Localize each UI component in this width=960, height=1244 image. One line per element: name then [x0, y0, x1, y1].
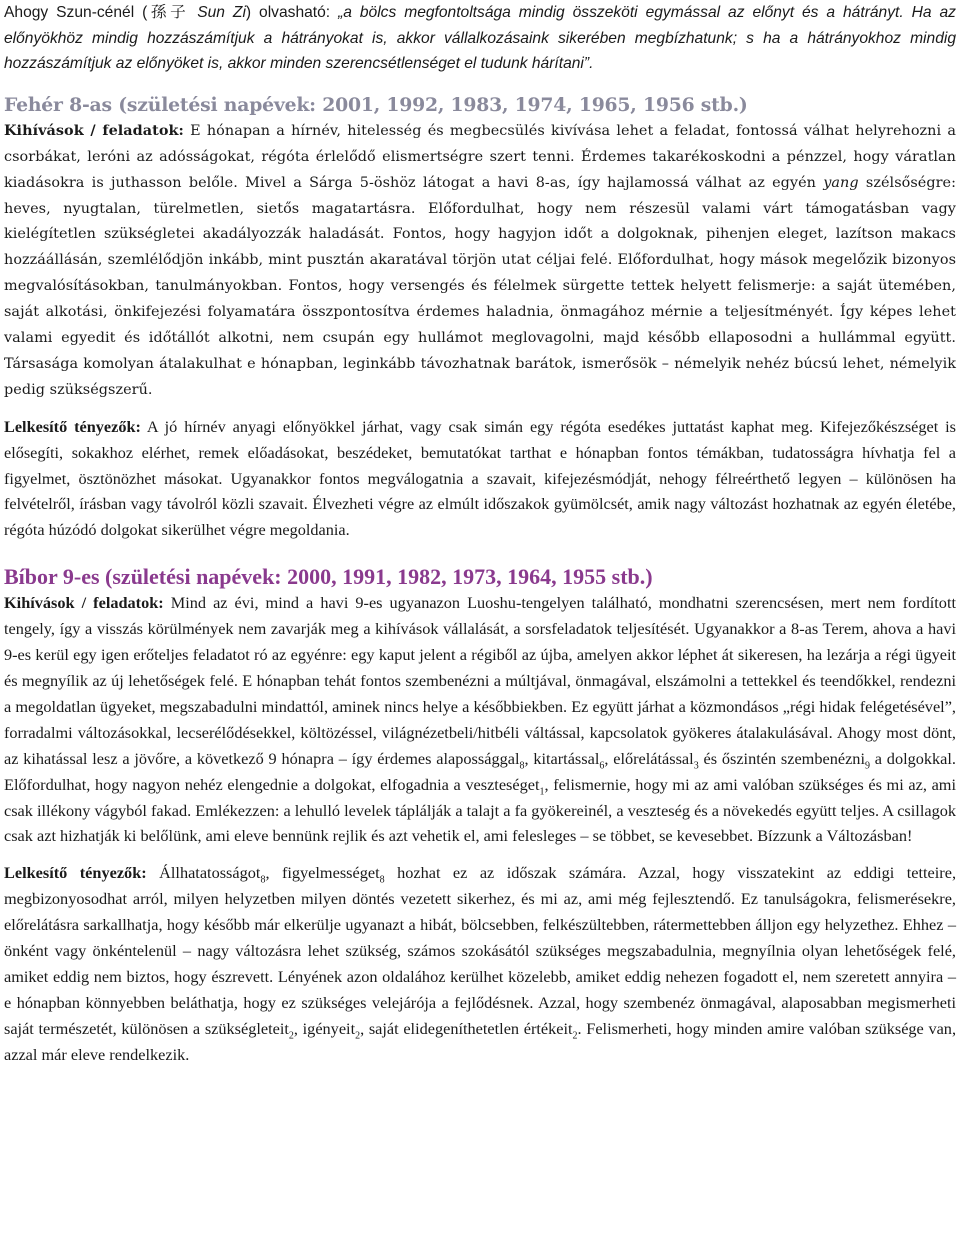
section-8-challenges-text-b: szélsőségre: heves, nyugtalan, türelmetlen, sietős magatartásra. Előfordulhat, hogy nem részesül valami várt támogatásban vagy kielégítetlen szükségletei akadályozzák haladását. Fontos, hogy hagyjon időt a dolgoknak, pihenjen eleget, lazítson makacs hozzáállásán, szemlélődjön inkább, mint pusztán akaratával törjön utat céljai felé. Előfordulhat, hogy mások megelőzik bizonyos megvalósításokban, tanulmányokban. Fontos, hogy versengés és félelmek sürgette tettek helyett felismerje: a saját ütemében, saját alkotási, önkifejezési folyamatára összpontosítva érdemes haladnia, önmagához mérnie a teljesítményét. Így képes lehet valami egyedit és időtállót alkotni, nem csupán egy hullámot meglovagolni, majd később ellaposodni a hullámmal együtt. Társasága komolyan átalakulhat e hónapban, leginkább távozhatnak barátok, ismerősök – némelyik nehéz búcsú lehet, némelyik pedig szükségszerű.	[4, 174, 956, 398]
section-8-challenges-paragraph	[4, 118, 956, 404]
section-9-inspiring-text-f: . Felismerheti, hogy minden amire valóban szüksége van, azzal már eleve rendelkezik.	[4, 1018, 957, 1064]
subscript-number: 8	[519, 759, 525, 771]
section-9-challenges-text-c: , előrelátással	[604, 748, 694, 768]
section-9-inspiring-text-c: hozhat ez az időszak számára. Azzal, hogy visszatekint az eddigi tetteire, megbizonyosodhat arról, milyen helyzetben milyen döntés vezetett sikerhez, és mi az, ami még fejlesztendő. Ez tanulságokra, felismerésekre, előrelátásra sarkallhatja, hogy később már elkerülje ugyanazt a hibát, bölcsebben, felkészültebben, rátermettebben álljon egy helyzethez. Ehhez – önként vagy önkéntelenül – nagy változásra lehet szükség, számos szokásától szükséges megszabadulnia, megnyílnia olyan lehetőségek felé, amiket eddig nem biztos, hogy észrevett. Lényének azon oldalához kerülhet közelebb, amiket eddig nehezen fogadott el, nem szeretett annyira – e hónapban könnyebben beláthatja, hogy ez szükséges velejárója a fejlődésnek. Azzal, hogy szembenéz önmagával, alaposabban megismerheti saját természetét, különösen a szükségleteit	[4, 863, 957, 1038]
section-8-challenges-text-a: E hónapan a hírnév, hitelesség és megbecsülés kivívása lehet a feladat, fontossá válhat helyrehozni a csorbákat, leróni az adósságokat, régóta érlelődő elismertségre szert tenni. Érdemes takarékoskodni a pénzzel, hogy váratlan kiadásokra is juthasson belőle. Mivel a Sárga 5-öshöz látogat a havi 8-as, így hajlamossá válhat az egyén	[4, 122, 956, 191]
subscript-number: 9	[864, 759, 870, 771]
section-9-challenges-text-d: és őszintén szembenézni	[698, 748, 865, 768]
section-9-inspiring-text-a: Állhatatosságot	[146, 863, 261, 883]
subscript-number: 6	[599, 759, 605, 771]
section-8-inspiring-label: Lelkesítő tényezők:	[4, 417, 141, 436]
section-9-challenges-text-a: Mind az évi, mind a havi 9-es ugyanazon Luoshu-tengelyen található, mondhatni szerencsésen, mert nem fordított tengely, így a visszás körülmények nem zavarják meg a kihívások vállalását, a sorsfeladatok teljesítését. Ugyanakkor a 8-as Terem, ahova a havi 9-es kerül egy igen erőteljes feladatot ró az egyénre: egy kaput jelent a régiből az újba, amelyen akkor léphet át sikeresen, ha lezárja a régi ügyeit és megnyílik az új lehetőségek felé. E hónapban tehát fontos szembenézni a múltjával, önmagával, elszámolni a tettekkel és teendőkkel, rendezni a megoldatlan ügyeket, megszabadulni mindattól, aminek nincs helye a későbbiekben. Ez együtt járhat a közmondásos „régi hidak felégetésével”, forradalmi változásokkal, lecserélődésekkel, költözéssel, világnézetbeli/hitbéli váltással, kapcsolatok gyökeres átalakulásával. Ahogy most dönt, az kihatással lesz a jövőre, a következő 9 hónapra – így érdemes alapossággal	[4, 593, 956, 768]
section-8-inspiring-paragraph	[4, 415, 956, 545]
document-page	[4, 0, 956, 1068]
section-9-inspiring-paragraph	[4, 860, 956, 1067]
section-8-inspiring-text: A jó hírnév anyagi előnyökkel járhat, vagy csak simán egy régóta esedékes juttatást kaphat meg. Kifejezőkészséget is elősegíti, sokakhoz elérhet, remek előadásokat, beszédeket, bemutatókat tarthat e hónapban fontos témákban, tudatosságra hívhatja fel a figyelmet, ösztönözhet másokat. Ugyanakkor fontos megválogatnia a szavait, kifejezésmódját, nehogy félreérthető legyen – különösen ha felvételről, írásban vagy távolról közli szavait. Élvezheti végre az elmúlt időszakok gyümölcsét, amik nagy változást hozhatnak az egyén életébe, régóta húzódó dolgokat sikerülhet végre megoldania.	[4, 417, 956, 540]
section-9-challenges-text-b: , kitartással	[524, 748, 600, 768]
section-9-inspiring-text-b: , figyelmességet	[265, 863, 380, 883]
section-9-challenges-paragraph	[4, 590, 956, 849]
paragraph-spacer	[4, 404, 956, 415]
section-9-title: Bíbor 9-es (születési napévek: 2000, 1991, 1982, 1973, 1964, 1955 stb.)	[4, 564, 653, 590]
subscript-number: 1	[539, 785, 545, 797]
intro-han-latin: Sun Zi	[189, 4, 246, 21]
section-9-inspiring-text-e: , saját elidegeníthetetlen értékeit	[360, 1018, 573, 1038]
intro-quote-text: „a bölcs megfontoltsága mindig összeköti egymással az előnyt és a hátrányt. Ha az előnyökhöz mindig hozzászámítjuk a hátrányokat is, akkor vállalkozásaink sikerében megbízhatunk; s ha a hátrányokhoz mindig hozzászámítjuk az előnyöket is, akkor minden szerencsétlenséget el tudunk hárítani”.	[4, 4, 956, 73]
section-9-challenges-label: Kihívások / feladatok:	[4, 593, 164, 613]
intro-lead-text-2: ) olvasható:	[245, 4, 339, 21]
paragraph-spacer	[4, 849, 956, 860]
section-9-challenges-text-e: a dolgokkal. Előfordulhat, hogy nagyon nehéz elengednie a dolgokat, elfogadnia a veszteséget	[4, 748, 956, 794]
subscript-number: 3	[693, 759, 699, 771]
intro-han-characters: 孫子	[147, 4, 190, 21]
subscript-number: 2	[572, 1030, 578, 1042]
subscript-number: 8	[379, 874, 385, 886]
subscript-number: 8	[260, 874, 266, 886]
section-8-title: Fehér 8-as (születési napévek: 2001, 1992, 1983, 1974, 1965, 1956 stb.)	[4, 93, 748, 116]
section-9-inspiring-label: Lelkesítő tényezők:	[4, 863, 147, 883]
section-8-yang-term: yang	[823, 174, 859, 191]
subscript-number: 2	[288, 1030, 294, 1042]
section-9-inspiring-text-d: , igényeit	[293, 1018, 356, 1038]
section-9-challenges-text-f: , felismernie, hogy mi az ami valóban szükséges és mi az, ami csak illékony vágyból fakad. Emlékezzen: a lehulló levelek táplálják a talajt a fa gyökereinél, a veszteség és a növekedés együtt teljes. A csillagok csak azt hizhatják ki belőlünk, ami eleve bennünk rejlik és azt vehetik el, ami felesleges – se többet, se kevesebbet. Bízzunk a Változásban!	[4, 774, 956, 846]
subscript-number: 2	[355, 1030, 361, 1042]
section-8-challenges-label: Kihívások / feladatok:	[4, 121, 184, 139]
intro-quote-paragraph	[4, 0, 956, 77]
intro-lead-text: Ahogy Szun-cénél (	[4, 4, 148, 21]
